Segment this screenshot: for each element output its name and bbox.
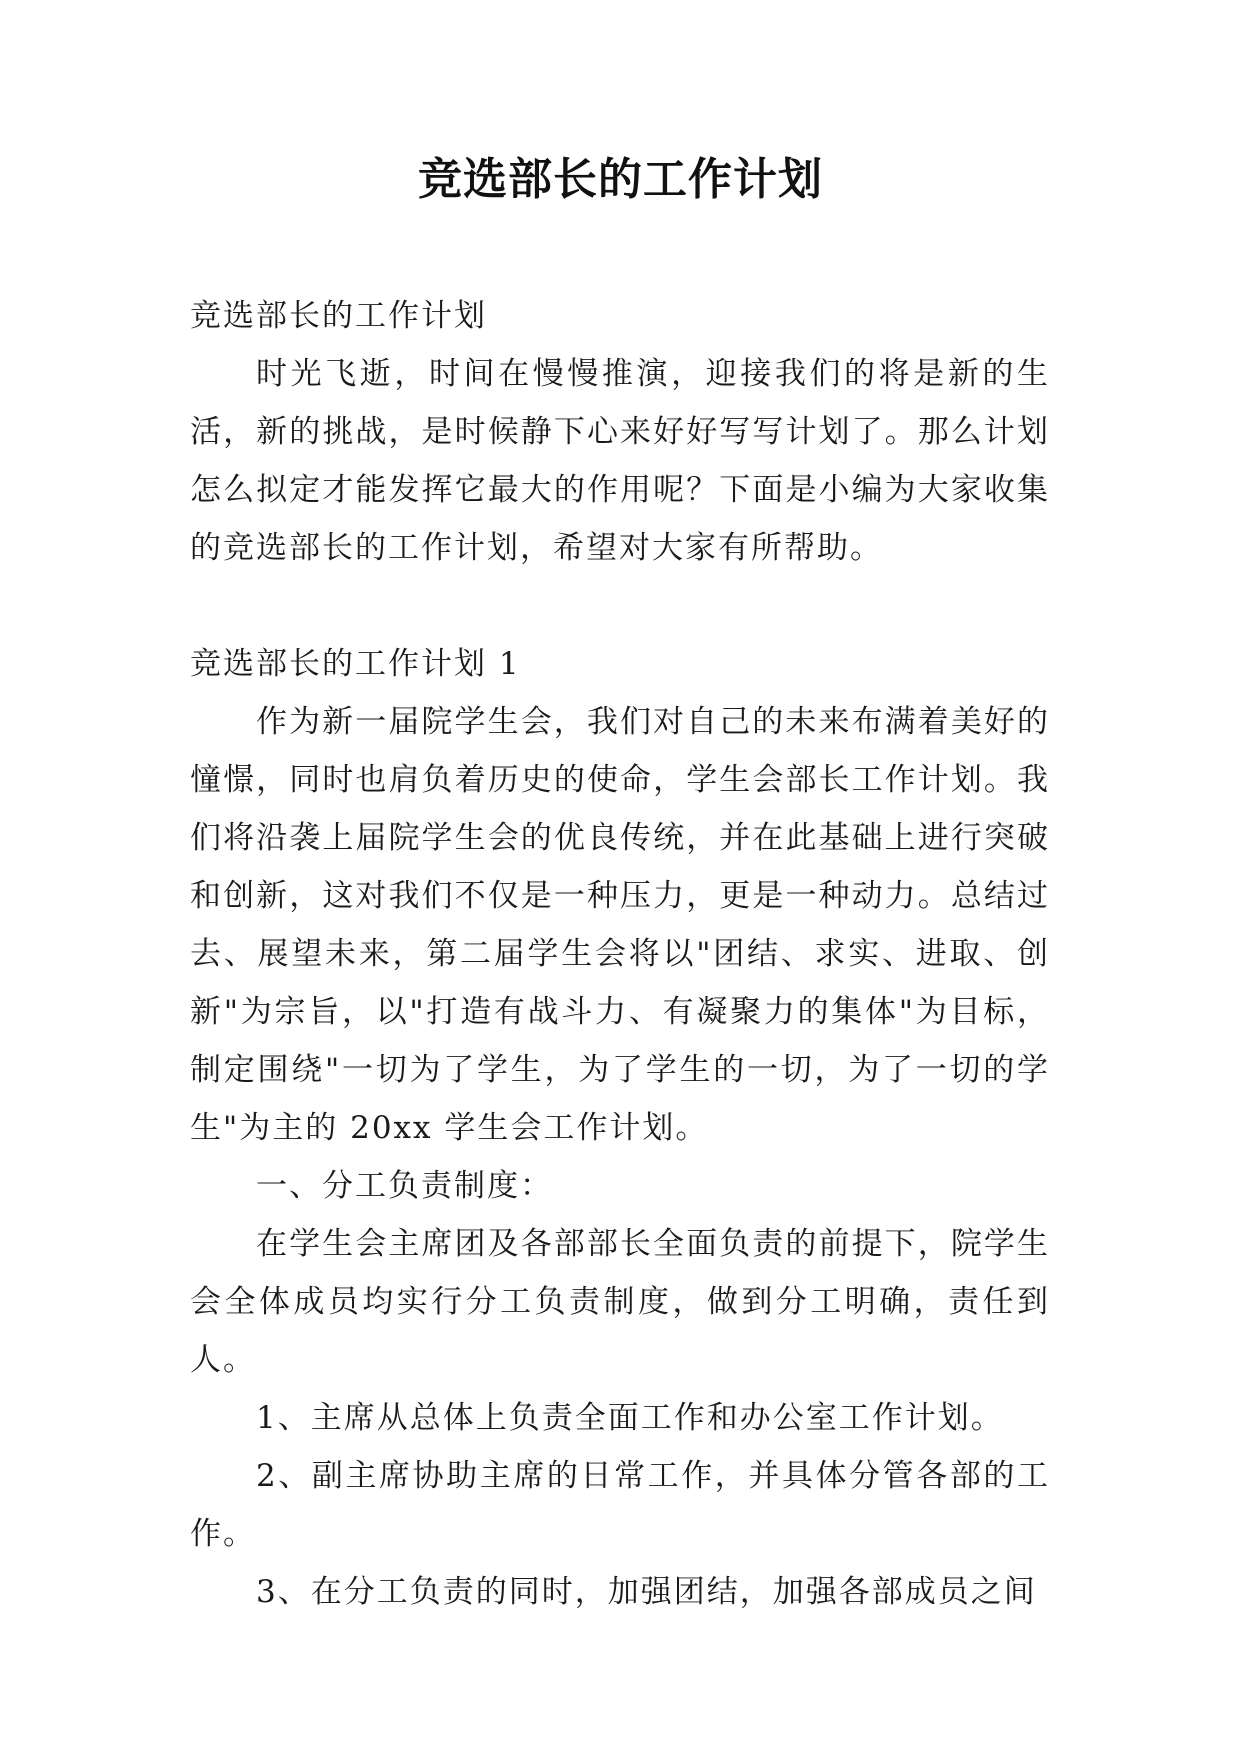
list-item: 3、在分工负责的同时，加强团结，加强各部成员之间	[256, 1574, 1037, 1610]
section-subheading: 一、分工负责制度：	[256, 1168, 553, 1204]
document-body	[190, 287, 1050, 1621]
document-title: 竞选部长的工作计划	[418, 154, 823, 205]
list-item: 1、主席从总体上负责全面工作和办公室工作计划。	[256, 1400, 1004, 1436]
document-subtitle: 竞选部长的工作计划	[190, 298, 487, 334]
section-paragraph: 在学生会主席团及各部部长全面负责的前提下，院学生会全体成员均实行分工负责制度，做到分工明确，责任到人。	[190, 1226, 1050, 1378]
section-heading: 竞选部长的工作计划 1	[190, 646, 521, 682]
intro-paragraph: 时光飞逝，时间在慢慢推演，迎接我们的将是新的生活，新的挑战，是时候静下心来好好写写计划了。那么计划怎么拟定才能发挥它最大的作用呢？下面是小编为大家收集的竞选部长的工作计划，希望对大家有所帮助。	[190, 356, 1050, 566]
list-item: 2、副主席协助主席的日常工作，并具体分管各部的工作。	[190, 1458, 1050, 1552]
section-paragraph: 作为新一届院学生会，我们对自己的未来布满着美好的憧憬，同时也肩负着历史的使命，学生会部长工作计划。我们将沿袭上届院学生会的优良传统，并在此基础上进行突破和创新，这对我们不仅是一种压力，更是一种动力。总结过去、展望未来，第二届学生会将以"团结、求实、进取、创新"为宗旨，以"打造有战斗力、有凝聚力的集体"为目标，制定围绕"一切为了学生，为了学生的一切，为了一切的学生"为主的 20xx 学生会工作计划。	[190, 704, 1050, 1146]
